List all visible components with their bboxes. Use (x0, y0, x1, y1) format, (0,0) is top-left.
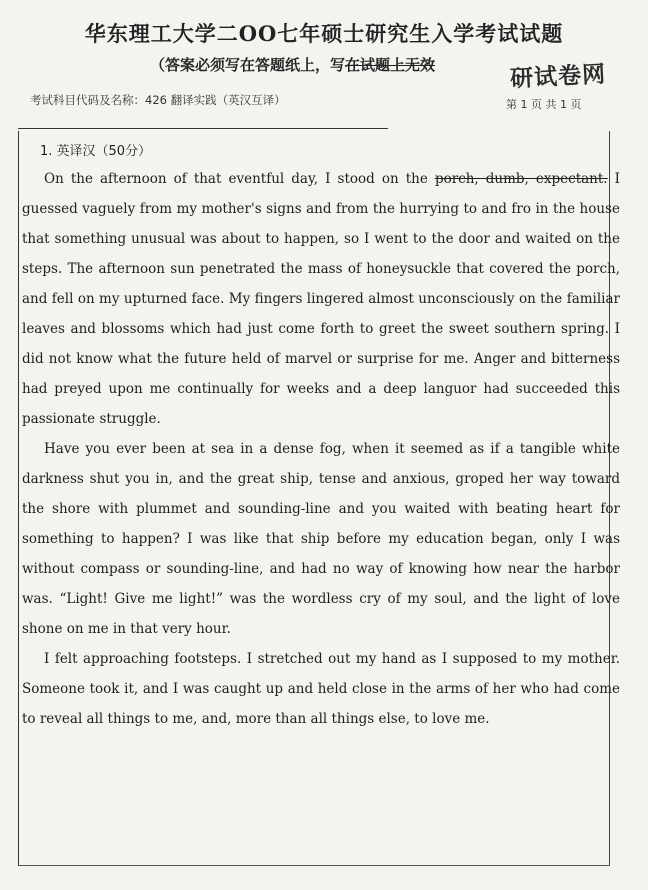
paragraph-1-text-a: On the afternoon of that eventful day, I stood on the (44, 171, 435, 187)
paragraph-1-struck-text: porch, dumb, expectant. (434, 171, 608, 187)
watermark-stamp: 研试卷网 (509, 61, 607, 93)
exam-title: 华东理工大学二OO七年硕士研究生入学考试试题 (84, 21, 564, 46)
passage-paragraph-1 (22, 164, 620, 434)
passage-paragraph-3: I felt approaching footsteps. I stretched out my hand as I supposed to my mother. Someone took it, and I was caught up and held close in the arms of her who had come to reveal all things to me, and, more than all things else, to love me. (22, 651, 620, 727)
question-label: 1. 英译汉（50分） (40, 144, 152, 159)
instruction-text: （答案必须写在答题纸上，写 (150, 56, 346, 74)
paragraph-1-text-b: I guessed vaguely from my mother's signs and from the hurrying to and fro in the house that something unusual was about to happen, so I went to the door and waited on the steps. The afternoon sun penetrated the mass of honeysuckle that covered the porch, and fell on my upturned face. My fingers lingered almost unconsciously on the familiar leaves and blossoms which had just come forth to greet the sweet southern spring. I did not know what the future held of marvel or surprise for me. Anger and bitterness had preyed upon me continually for weeks and a deep languor had succeeded this passionate struggle. (22, 171, 620, 427)
exam-instruction (150, 54, 435, 75)
page-number: 第 1 页 共 1 页 (506, 98, 582, 111)
passage-paragraph-2: Have you ever been at sea in a dense fog, when it seemed as if a tangible white darkness shut you in, and the great ship, tense and anxious, groped her way toward the shore with plummet and sounding-line and you waited with beating heart for something to happen? I was like that ship before my education began, only I was without compass or sounding-line, and had no way of knowing how near the harbor was. “Light! Give me light!” was the wordless cry of my soul, and the light of love shone on me in that very hour. (22, 441, 620, 637)
course-code-line: 考试科目代码及名称：426 翻译实践（英汉互译） (30, 93, 286, 107)
passage (22, 164, 620, 734)
instruction-struck-text: 在试题上无效 (345, 56, 436, 74)
header-divider (18, 128, 388, 129)
